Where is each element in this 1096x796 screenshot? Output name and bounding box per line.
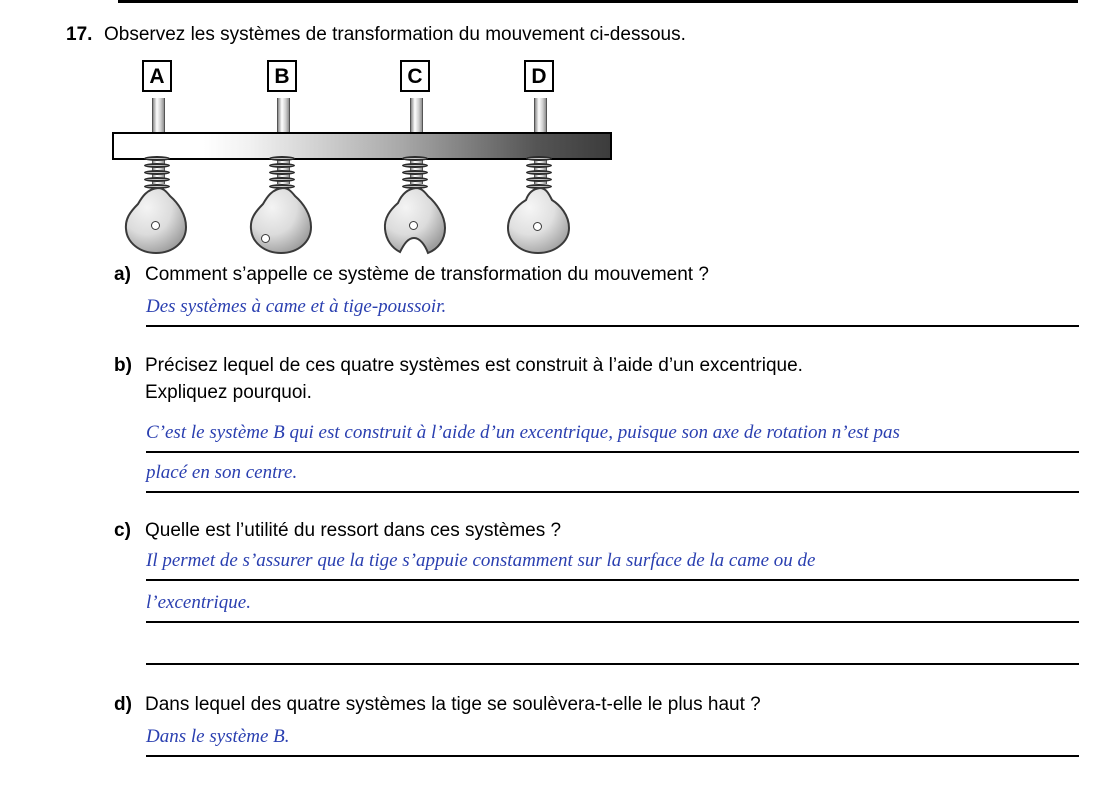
answer-rule-c-3	[146, 663, 1079, 665]
question-stem: Observez les systèmes de transformation du mouvement ci-dessous.	[104, 24, 686, 45]
sub-text-d: Dans lequel des quatre systèmes la tige se soulèvera-t-elle le plus haut ?	[145, 694, 761, 715]
figure-label-d: D	[524, 60, 554, 92]
sub-text-b-line2: Expliquez pourquoi.	[145, 382, 312, 403]
cam-d-axle	[533, 222, 542, 231]
answer-rule-a-1	[146, 325, 1079, 327]
cam-b-axle	[261, 234, 270, 243]
figure-label-c: C	[400, 60, 430, 92]
answer-c-line2: l’excentrique.	[146, 592, 251, 613]
cam-a-axle	[151, 221, 160, 230]
question-number: 17.	[66, 24, 93, 45]
sub-text-a: Comment s’appelle ce système de transformation du mouvement ?	[145, 264, 709, 285]
cam-b	[245, 186, 325, 261]
cam-b-shape	[245, 186, 325, 256]
sub-text-b-line1: Précisez lequel de ces quatre systèmes est construit à l’aide d’un excentrique.	[145, 355, 803, 376]
sub-letter-d: d)	[114, 694, 132, 715]
sub-letter-a: a)	[114, 264, 131, 285]
cam-c-shape	[378, 186, 458, 256]
sub-letter-c: c)	[114, 520, 131, 541]
answer-rule-b-1	[146, 451, 1079, 453]
answer-b-line1: C’est le système B qui est construit à l’aide d’un excentrique, puisque son axe de rotation n’est pas	[146, 422, 900, 443]
figure-label-a: A	[142, 60, 172, 92]
cam-d	[502, 186, 582, 261]
sub-letter-b: b)	[114, 355, 132, 376]
top-divider	[118, 0, 1078, 3]
answer-rule-c-2	[146, 621, 1079, 623]
answer-b-line2: placé en son centre.	[146, 462, 298, 483]
figure-label-b: B	[267, 60, 297, 92]
cam-d-shape	[502, 186, 582, 256]
cam-systems-figure	[112, 60, 632, 255]
answer-a-line1: Des systèmes à came et à tige-poussoir.	[146, 296, 447, 317]
cam-c-axle	[409, 221, 418, 230]
cam-a	[120, 186, 200, 261]
cam-c	[378, 186, 458, 261]
answer-rule-c-1	[146, 579, 1079, 581]
answer-rule-d-1	[146, 755, 1079, 757]
answer-d-line1: Dans le système B.	[146, 726, 290, 747]
cam-a-shape	[120, 186, 200, 256]
answer-c-line1: Il permet de s’assurer que la tige s’appuie constamment sur la surface de la came ou de	[146, 550, 816, 571]
answer-rule-b-2	[146, 491, 1079, 493]
sub-text-c: Quelle est l’utilité du ressort dans ces systèmes ?	[145, 520, 562, 541]
